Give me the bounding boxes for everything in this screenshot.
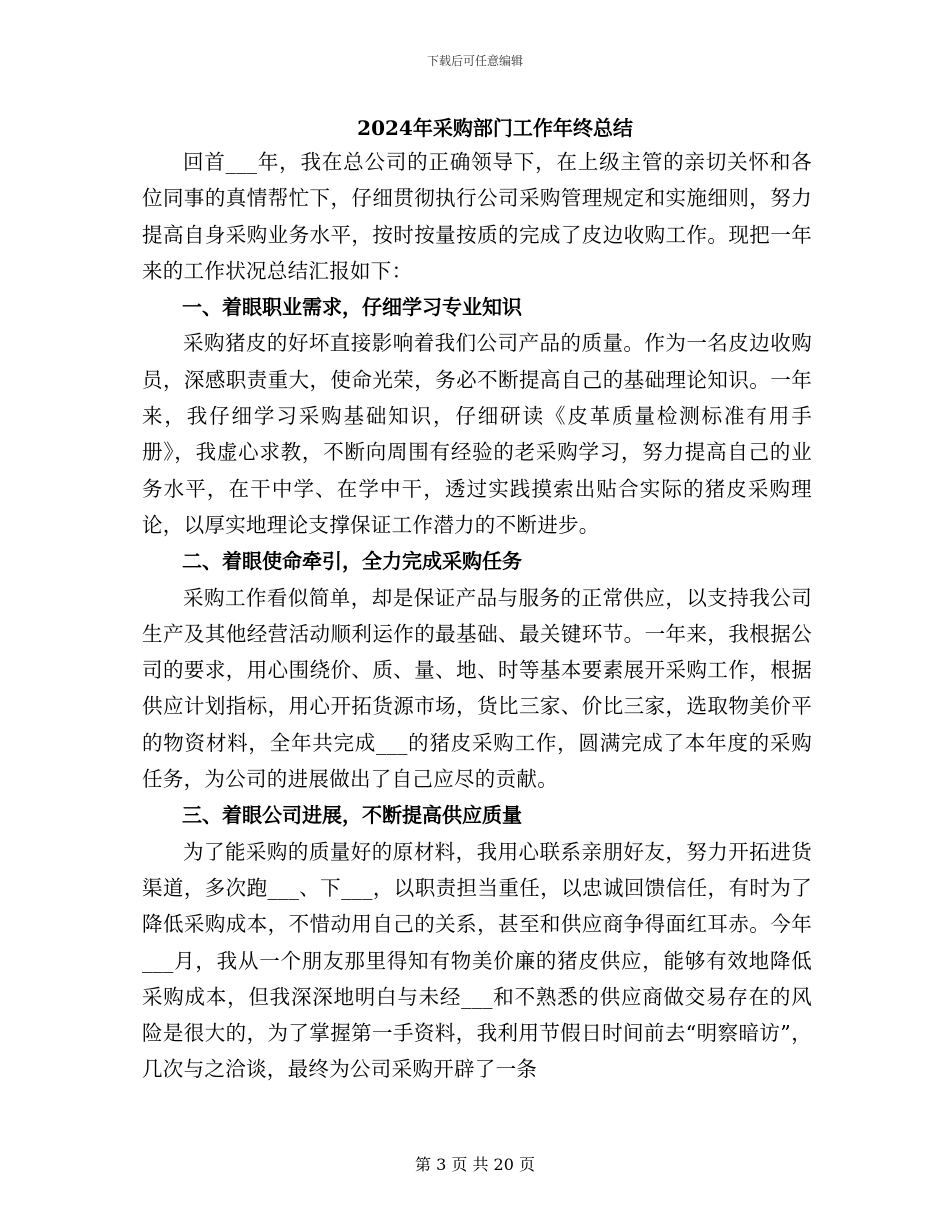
document-title: 2024年采购部门工作年终总结: [357, 116, 633, 140]
section-heading-3: 三、着眼公司进展，不断提高供应质量: [182, 803, 522, 828]
section-body-3: 为了能采购的质量好的原材料，我用心联系亲朋好友，努力开拓进货渠道，多次跑___、下___，以职责担当重任，以忠诚回馈信任，有时为了降低采购成本，不惜动用自己的关系，甚至和供应商争得面红耳赤。今年___月，我从一个朋友那里得知有物美价廉的猪皮供应，能够有效地降低采购成本，但我深深地明白与未经___和不熟悉的供应商做交易存在的风险是很大的，为了掌握第一手资料，我利用节假日时间前去“明察暗访”，几次与之洽谈，最终为公司采购开辟了一条: [142, 839, 812, 1082]
document-body: [142, 113, 812, 1088]
page-number: 第 3 页 共 20 页: [415, 1155, 535, 1174]
section-heading-2: 二、着眼使命牵引，全力完成采购任务: [182, 549, 522, 574]
section-body-1: 采购猪皮的好坏直接影响着我们公司产品的质量。作为一名皮边收购员，深感职责重大，使命光荣，务必不断提高自己的基础理论知识。一年来，我仔细学习采购基础知识，仔细研读《皮革质量检测标准有用手册》，我虚心求教，不断向周围有经验的老采购学习，努力提高自己的业务水平，在干中学、在学中干，透过实践摸索出贴合实际的猪皮采购理论，以厚实地理论支撑保证工作潜力的不断进步。: [142, 331, 812, 537]
section-body-2: 采购工作看似简单，却是保证产品与服务的正常供应，以支持我公司生产及其他经营活动顺利运作的最基础、最关键环节。一年来，我根据公司的要求，用心围绕价、质、量、地、时等基本要素展开采购工作，根据供应计划指标，用心开拓货源市场，货比三家、价比三家，选取物美价平的物资材料，全年共完成___的猪皮采购工作，圆满完成了本年度的采购任务，为公司的进展做出了自己应尽的贡献。: [142, 585, 812, 792]
intro-paragraph: 回首___年，我在总公司的正确领导下，在上级主管的亲切关怀和各位同事的真情帮忙下，仔细贯彻执行公司采购管理规定和实施细则，努力提高自身采购业务水平，按时按量按质的完成了皮边收购工作。现把一年来的工作状况总结汇报如下：: [142, 150, 812, 283]
page-header-note: 下载后可任意编辑: [426, 54, 523, 68]
section-heading-1: 一、着眼职业需求，仔细学习专业知识: [182, 295, 522, 320]
